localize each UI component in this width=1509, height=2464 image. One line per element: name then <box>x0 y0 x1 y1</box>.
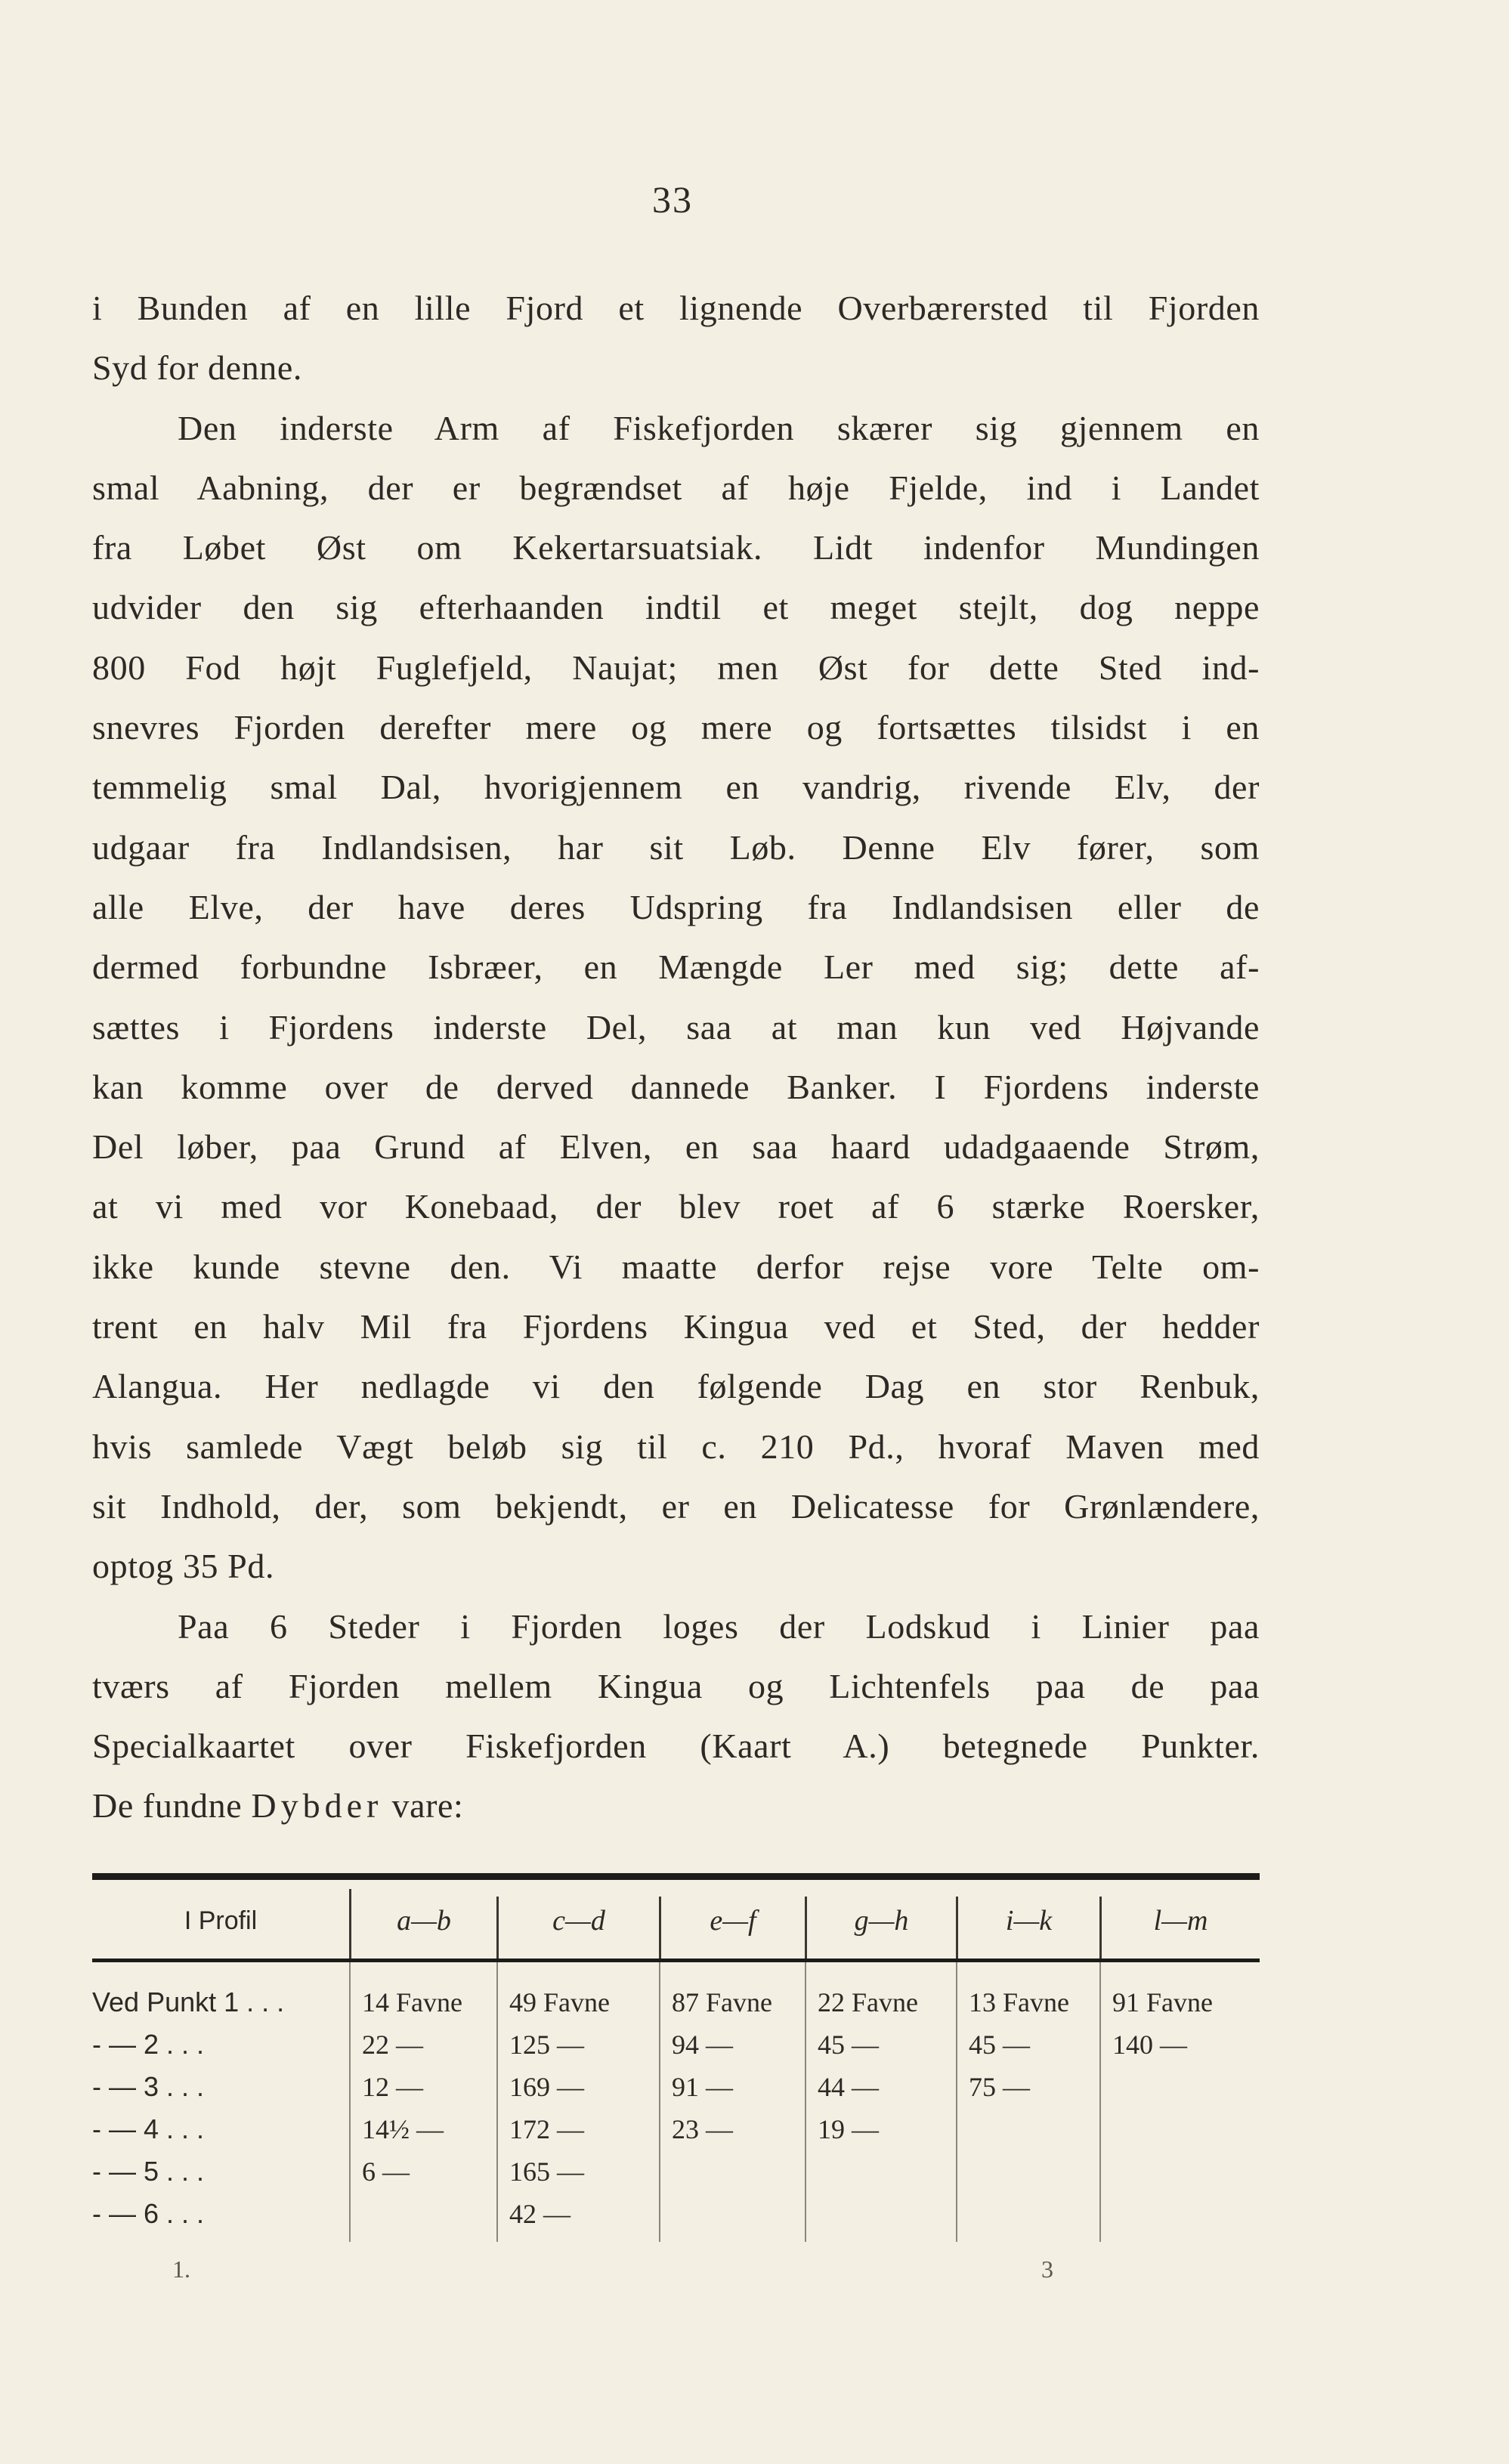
table-cell: 45 — <box>818 2030 879 2060</box>
column-divider <box>956 1962 957 2242</box>
table-cell: 94 — <box>672 2030 733 2060</box>
text-line: snevres Fjorden derefter mere og mere og fortsættes tilsidst i en <box>92 708 1260 747</box>
table-cell: 49 Favne <box>509 1987 610 2017</box>
text-line: Den inderste Arm af Fiskefjorden skærer sig gjennem en <box>178 408 1260 447</box>
table-header-column: g—h <box>854 1905 909 1937</box>
text-fragment: De fundne <box>92 1786 243 1826</box>
text-line: kan komme over de derved dannede Banker. I Fjordens inderste <box>92 1067 1260 1106</box>
table-top-rule <box>92 1873 1260 1880</box>
text-fragment: vare: <box>391 1786 464 1826</box>
text-line: udgaar fra Indlandsisen, har sit Løb. Denne Elv fører, som <box>92 827 1260 867</box>
table-cell: 23 — <box>672 2114 733 2144</box>
table-cell: 13 Favne <box>969 1987 1069 2017</box>
text-line: smal Aabning, der er begrændset af høje Fjelde, ind i Landet <box>92 468 1260 507</box>
table-cell <box>807 2150 956 2193</box>
table-row-label: - — 2 . . . <box>92 2029 205 2060</box>
column-divider <box>805 1962 806 2242</box>
table-row-label: - — 5 . . . <box>92 2156 205 2187</box>
table-header-column: a—b <box>397 1905 451 1937</box>
page-number: 33 <box>652 178 693 221</box>
table-header-column: l—m <box>1153 1905 1208 1937</box>
table-cell <box>1102 2066 1260 2108</box>
text-line: udvider den sig efterhaanden indtil et meget stejlt, dog neppe <box>92 588 1260 627</box>
table-header-profile: I Profil <box>184 1906 258 1935</box>
column-divider <box>805 1897 807 1959</box>
table-header-column: c—d <box>552 1905 605 1937</box>
text-line: at vi med vor Konebaad, der blev roet af 6 stærke Roersker, <box>92 1187 1260 1226</box>
text-line-final <box>92 1776 1260 1835</box>
column-divider <box>659 1897 661 1959</box>
table-cell: 172 — <box>509 2114 584 2144</box>
table-cell <box>661 2150 805 2193</box>
table-cell: 125 — <box>509 2030 584 2060</box>
table-cell <box>351 2193 496 2235</box>
text-line: sit Indhold, der, som bekjendt, er en Delicatesse for Grønlændere, <box>92 1486 1260 1526</box>
table-cell: 87 Favne <box>672 1987 772 2017</box>
text-line: trent en halv Mil fra Fjordens Kingua ved et Sted, der hedder <box>92 1307 1260 1346</box>
text-line: 800 Fod højt Fuglefjeld, Naujat; men Øst for dette Sted ind- <box>92 648 1260 687</box>
table-cell <box>807 2193 956 2235</box>
table-cell: 14½ — <box>362 2114 444 2144</box>
table-cell <box>958 2193 1099 2235</box>
column-divider <box>1099 1897 1102 1959</box>
column-divider <box>349 1889 351 1959</box>
table-cell: 91 — <box>672 2072 733 2102</box>
body-text <box>92 278 1260 1836</box>
text-line: dermed forbundne Isbræer, en Mængde Ler med sig; dette af- <box>92 948 1260 987</box>
column-divider <box>1099 1962 1101 2242</box>
table-row-label: - — 3 . . . <box>92 2071 205 2102</box>
spaced-word: Dybder <box>251 1786 383 1826</box>
table-cell: 22 Favne <box>818 1987 918 2017</box>
table-cell <box>1102 2108 1260 2150</box>
table-cell <box>1102 2150 1260 2193</box>
table-cell: 45 — <box>969 2030 1030 2060</box>
column-divider <box>496 1897 499 1959</box>
signature-mark-right: 3 <box>1041 2255 1053 2283</box>
table-row-label: - — 4 . . . <box>92 2113 205 2144</box>
table-cell <box>958 2150 1099 2193</box>
text-line: Paa 6 Steder i Fjorden loges der Lodskud i Linier paa <box>178 1606 1260 1646</box>
table-header-column: e—f <box>710 1905 756 1937</box>
table-header-column: i—k <box>1005 1905 1053 1937</box>
text-line: optog 35 Pd. <box>92 1547 275 1586</box>
table-cell: 22 — <box>362 2030 423 2060</box>
text-line: Alangua. Her nedlagde vi den følgende Dag en stor Renbuk, <box>92 1367 1260 1406</box>
table-cell: 44 — <box>818 2072 879 2102</box>
signature-mark-left: 1. <box>172 2255 190 2283</box>
table-cell: 165 — <box>509 2156 584 2187</box>
text-line: Syd for denne. <box>92 348 302 388</box>
table-cell: 14 Favne <box>362 1987 462 2017</box>
table-cell <box>661 2193 805 2235</box>
text-line: ikke kunde stevne den. Vi maatte derfor rejse vore Telte om- <box>92 1247 1260 1286</box>
table-row-label: - — 6 . . . <box>92 2198 205 2229</box>
column-divider <box>956 1897 958 1959</box>
table-cell: 75 — <box>969 2072 1030 2102</box>
text-line: fra Løbet Øst om Kekertarsuatsiak. Lidt indenfor Mundingen <box>92 528 1260 567</box>
table-cell: 140 — <box>1112 2030 1187 2060</box>
table-cell: 91 Favne <box>1112 1987 1213 2017</box>
table-header-rule <box>92 1959 1260 1962</box>
table-cell <box>958 2108 1099 2150</box>
text-line: temmelig smal Dal, hvorigjennem en vandrig, rivende Elv, der <box>92 768 1260 807</box>
table-cell: 42 — <box>509 2199 571 2229</box>
table-cell: 12 — <box>362 2072 423 2102</box>
table-row-label: Ved Punkt 1 . . . <box>92 1986 285 2017</box>
column-divider <box>659 1962 660 2242</box>
text-line: sættes i Fjordens inderste Del, saa at man kun ved Højvande <box>92 1007 1260 1047</box>
text-line: hvis samlede Vægt beløb sig til c. 210 Pd., hvoraf Maven med <box>92 1427 1260 1466</box>
text-line: Specialkaartet over Fiskefjorden (Kaart A.) betegnede Punkter. <box>92 1727 1260 1766</box>
text-line: Del løber, paa Grund af Elven, en saa haard udadgaaende Strøm, <box>92 1127 1260 1167</box>
column-divider <box>496 1962 498 2242</box>
column-divider <box>349 1962 351 2242</box>
text-line: i Bunden af en lille Fjord et lignende Overbærersted til Fjorden <box>92 289 1260 327</box>
table-cell: 6 — <box>362 2156 410 2187</box>
text-line: alle Elve, der have deres Udspring fra Indlandsisen eller de <box>92 887 1260 926</box>
table-cell: 169 — <box>509 2072 584 2102</box>
table-cell <box>1102 2193 1260 2235</box>
table-cell: 19 — <box>818 2114 879 2144</box>
text-line: tværs af Fjorden mellem Kingua og Lichtenfels paa de paa <box>92 1666 1260 1705</box>
